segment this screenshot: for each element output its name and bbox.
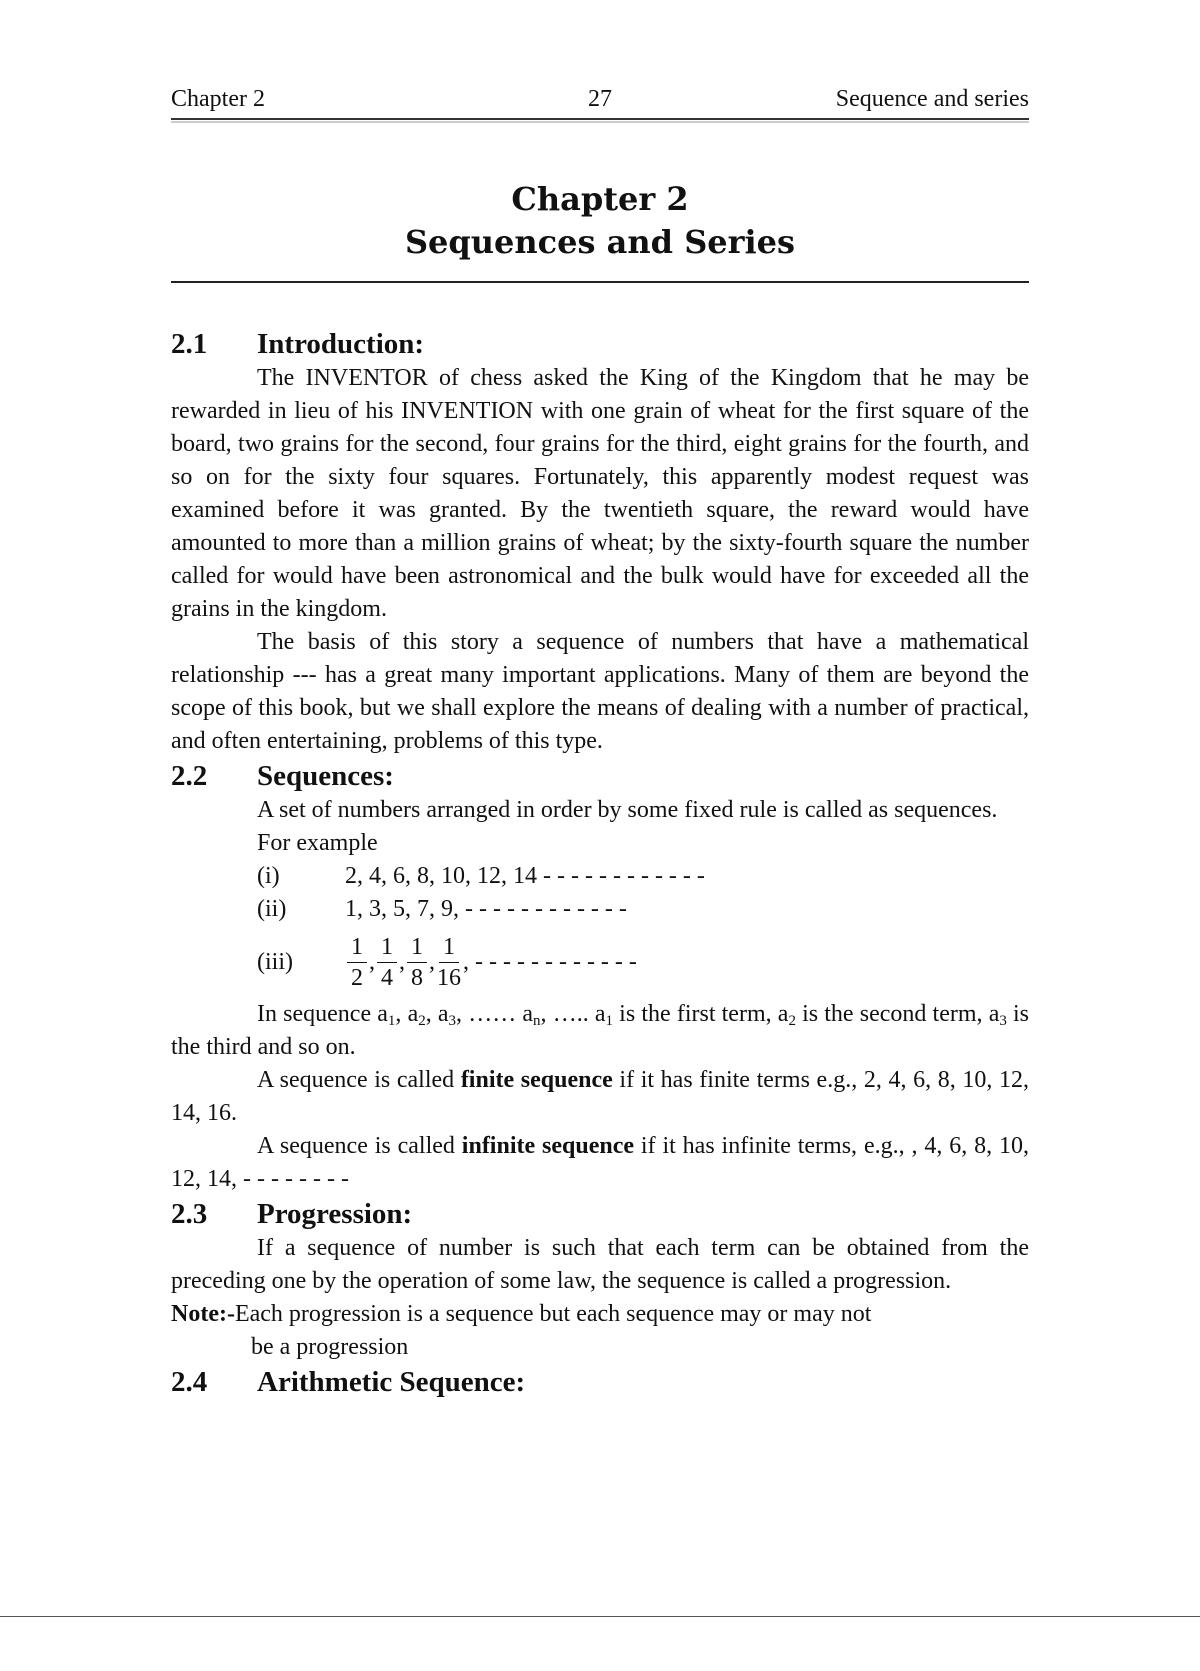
example-tail: , - - - - - - - - - - - -: [463, 948, 637, 975]
example-row: [257, 860, 1029, 893]
footer-rule: [0, 1616, 1200, 1617]
example-label: (iii): [257, 948, 293, 975]
section-number: 2.2: [171, 760, 208, 792]
note-label: Note:-: [171, 1301, 235, 1327]
paragraph-infinite: A sequence is called infinite sequence if it has infinite terms, e.g., , 4, 6, 8, 10, 12, 14, - - - - - - - -: [171, 1133, 1030, 1192]
chapter-title: [171, 178, 1029, 264]
section-title: Arithmetic Sequence:: [257, 1366, 526, 1398]
section-number: 2.1: [171, 328, 208, 360]
fraction: $\frac{1}{2}$: [347, 932, 367, 993]
section-number: 2.4: [171, 1366, 208, 1398]
header-section: Sequence and series: [835, 86, 1029, 112]
paragraph-terms: In sequence $a_1$, $a_2$, $a_3$, …… $a_n$, ….. $a_1$ is the first term, $a_2$ is the second term, $a_3$ is the third and so on.: [171, 1001, 1030, 1060]
chapter-title-line2: Sequences and Series: [404, 223, 796, 261]
example-row-fractions: (iii) $\frac{1}{2}$ , $\frac{1}{4}$ , $\frac{1}{8}$ , $\frac{1}{16}$ , - - - - - - - - - - - -: [257, 933, 637, 991]
section-number: 2.3: [171, 1198, 208, 1230]
page-number: 27: [588, 86, 612, 112]
fraction: $\frac{1}{4}$: [377, 932, 397, 993]
body-text: [171, 326, 1029, 1400]
example-row: [257, 893, 1029, 926]
example-label: (ii): [257, 896, 287, 922]
title-rule: [171, 281, 1029, 283]
example-text: 1, 3, 5, 7, 9, - - - - - - - - - - - -: [345, 896, 627, 922]
section-heading-2-1: [171, 326, 1029, 362]
examples-list: [171, 827, 1029, 998]
for-example-label: For example: [257, 830, 378, 856]
note: [171, 1298, 1029, 1331]
header-chapter: Chapter 2: [171, 86, 265, 112]
paragraph: If a sequence of number is such that each term can be obtained from the preceding one by the operation of some law, the sequence is called a progression.: [171, 1235, 1029, 1294]
section-title: Sequences:: [257, 760, 394, 792]
section-title: Progression:: [257, 1198, 413, 1230]
fraction: $\frac{1}{16}$: [437, 933, 461, 991]
note-text: Each progression is a sequence but each sequence may or may not: [234, 1301, 872, 1327]
chapter-title-line1: Chapter 2: [511, 180, 689, 218]
paragraph: A set of numbers arranged in order by some fixed rule is called as sequences.: [257, 797, 998, 823]
section-heading-2-3: [171, 1196, 1029, 1232]
note-continuation: be a progression: [251, 1334, 409, 1360]
example-text: 2, 4, 6, 8, 10, 12, 14 - - - - - - - - - - - -: [345, 863, 705, 889]
paragraph: The basis of this story a sequence of numbers that have a mathematical relationship --- has a great many important applications. Many of them are beyond the scope of this book, but we shall explore the means of dealing with a number of practical, and often entertaining, problems of this type.: [171, 629, 1029, 754]
paragraph-finite: A sequence is called finite sequence if it has finite terms e.g., 2, 4, 6, 8, 10, 12, 14, 16.: [171, 1067, 1030, 1126]
running-header: [171, 86, 1029, 120]
paragraph: The INVENTOR of chess asked the King of the Kingdom that he may be rewarded in lieu of his INVENTION with one grain of wheat for the first square of the board, two grains for the second, four grains for the third, eight grains for the fourth, and so on for the sixty four squares. Fortunately, this apparently modest request was examined before it was granted. By the twentieth square, the reward would have amounted to more than a million grains of wheat; by the sixty-fourth square the number called for would have been astronomical and the bulk would have for exceeded all the grains in the kingdom.: [171, 365, 1029, 622]
section-heading-2-2: [171, 758, 1029, 794]
section-title: Introduction:: [257, 328, 425, 360]
fraction: $\frac{1}{8}$: [407, 932, 427, 993]
section-heading-2-4: [171, 1364, 1029, 1400]
example-label: (i): [257, 863, 280, 889]
header-rule: [171, 121, 1029, 123]
